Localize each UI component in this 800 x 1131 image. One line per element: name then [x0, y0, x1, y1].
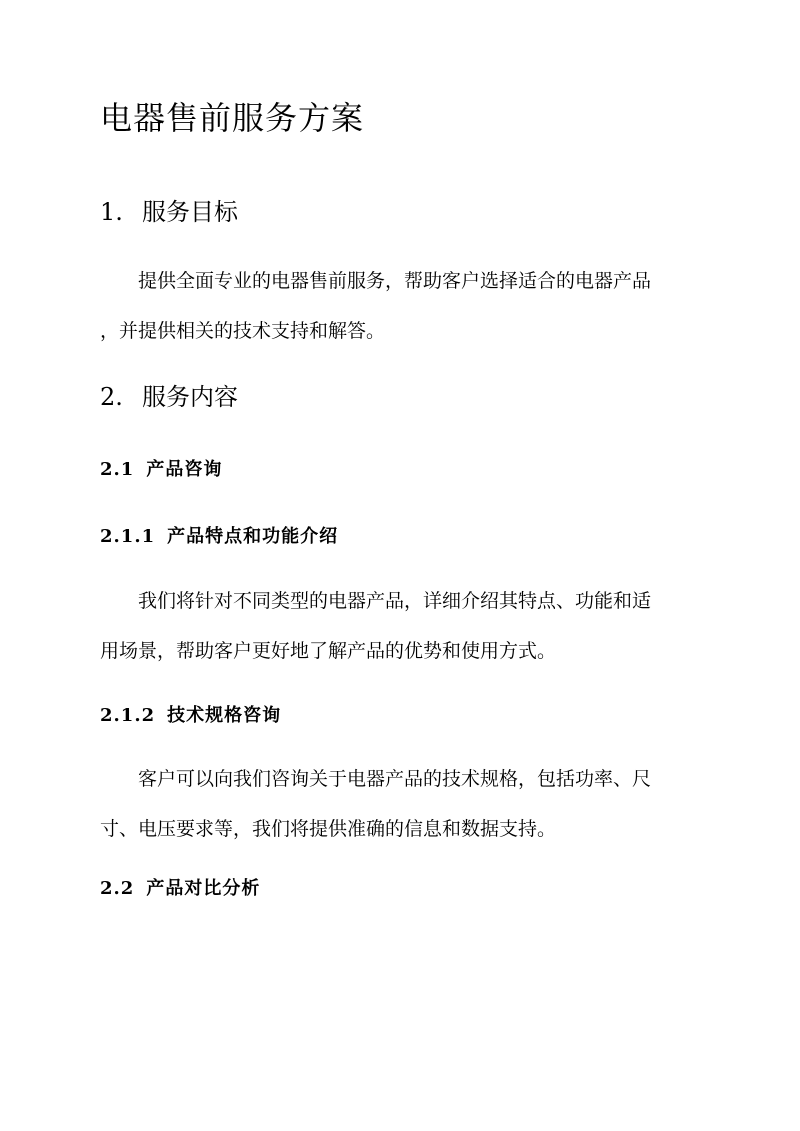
subsection-label: 技术规格咨询 [167, 705, 282, 726]
subsection-label: 产品对比分析 [146, 878, 261, 899]
subsection-label: 产品咨询 [146, 459, 223, 480]
document-title: 电器售前服务方案 [100, 99, 365, 137]
section-number: 1. [100, 198, 123, 226]
paragraph-line: 寸、电压要求等，我们将提供准确的信息和数据支持。 [100, 818, 557, 840]
subsection-heading-features [100, 524, 338, 550]
paragraph-line: 提供全面专业的电器售前服务，帮助客户选择适合的电器产品 [138, 270, 652, 292]
section-label: 服务目标 [142, 198, 238, 226]
paragraph-line: 我们将针对不同类型的电器产品，详细介绍其特点、功能和适 [138, 590, 652, 612]
section-label: 服务内容 [142, 383, 238, 411]
section-number: 2. [100, 383, 123, 411]
subsection-heading-compare [100, 876, 260, 902]
subsection-heading-consult [100, 457, 222, 483]
paragraph-line: ，并提供相关的技术支持和解答。 [100, 320, 386, 342]
subsection-heading-specs [100, 703, 281, 729]
paragraph-line: 用场景，帮助客户更好地了解产品的优势和使用方式。 [100, 640, 557, 662]
subsection-number: 2.1 [100, 459, 135, 480]
subsection-number: 2.1.2 [100, 705, 156, 726]
section-heading-content [100, 381, 238, 413]
paragraph-goals [100, 268, 700, 348]
paragraph-specs [100, 766, 700, 846]
subsection-label: 产品特点和功能介绍 [167, 526, 339, 547]
paragraph-line: 客户可以向我们咨询关于电器产品的技术规格，包括功率、尺 [138, 768, 652, 790]
section-heading-goals [100, 196, 238, 228]
paragraph-features [100, 588, 700, 668]
subsection-number: 2.2 [100, 878, 135, 899]
subsection-number: 2.1.1 [100, 526, 156, 547]
